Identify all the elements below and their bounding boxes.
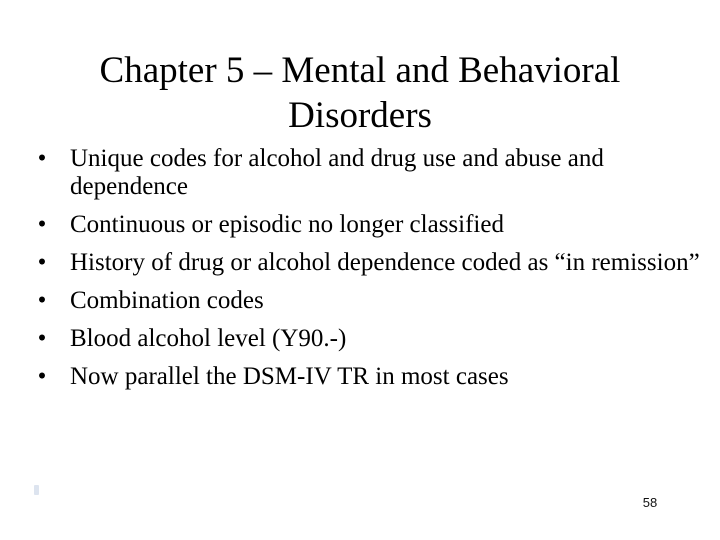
bullet-text: Combination codes xyxy=(70,287,264,314)
title-line-2: Disorders xyxy=(288,95,432,136)
bullet-text: History of drug or alcohol dependence coded as “in remission” xyxy=(70,249,700,276)
bullet-dot-icon: • xyxy=(37,145,47,172)
bullet-item xyxy=(28,249,700,277)
corner-mark-icon xyxy=(34,485,39,495)
bullet-dot-icon: • xyxy=(37,287,47,314)
bullet-list xyxy=(28,145,700,401)
bullet-item xyxy=(28,325,700,353)
bullet-dot-icon: • xyxy=(37,363,47,390)
bullet-text: Unique codes for alcohol and drug use and abuse and dependence xyxy=(70,145,604,200)
bullet-dot-icon: • xyxy=(37,249,47,276)
slide-title xyxy=(60,48,660,138)
bullet-item xyxy=(28,145,700,201)
bullet-text: Blood alcohol level (Y90.-) xyxy=(70,325,347,352)
bullet-text: Now parallel the DSM-IV TR in most cases xyxy=(70,363,509,390)
bullet-item xyxy=(28,211,700,239)
bullet-item xyxy=(28,363,700,391)
bullet-dot-icon: • xyxy=(37,211,47,238)
title-line-1: Chapter 5 – Mental and Behavioral xyxy=(99,50,621,91)
page-number: 58 xyxy=(642,495,658,510)
bullet-text: Continuous or episodic no longer classified xyxy=(70,211,504,238)
bullet-dot-icon: • xyxy=(37,325,47,352)
bullet-item xyxy=(28,287,700,315)
